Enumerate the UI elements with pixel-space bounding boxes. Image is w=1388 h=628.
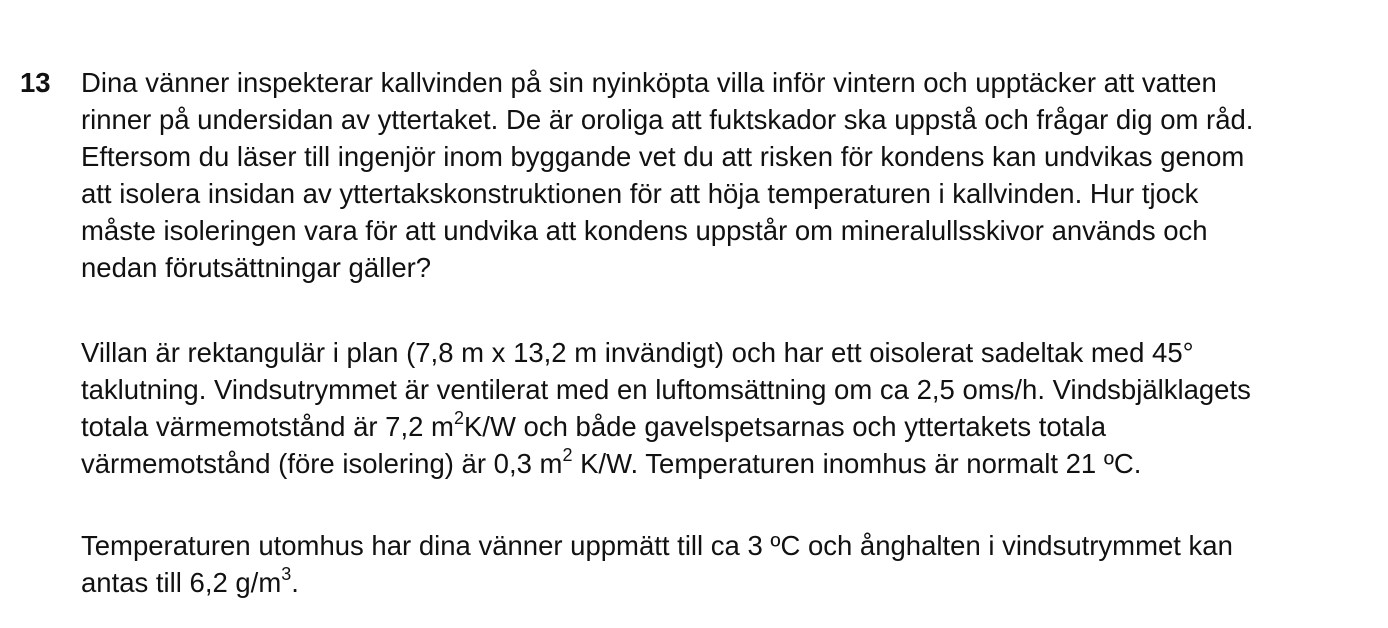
question-number: 13 bbox=[20, 67, 51, 98]
superscript: 3 bbox=[281, 564, 292, 584]
superscript: 2 bbox=[453, 408, 464, 428]
text-line bbox=[81, 445, 1251, 482]
text-line: Villan är rektangulär i plan (7,8 m x 13,2 m invändigt) och har ett oisolerat sadeltak med 45° bbox=[81, 337, 1194, 368]
text-fragment: . bbox=[291, 567, 299, 598]
outdoor-conditions-paragraph bbox=[81, 527, 1233, 601]
problem-description-paragraph bbox=[81, 64, 1253, 286]
superscript: 2 bbox=[562, 445, 573, 465]
text-line: Eftersom du läser till ingenjör inom byggande vet du att risken för kondens kan undvikas genom bbox=[81, 141, 1245, 172]
text-line: Dina vänner inspekterar kallvinden på sin nyinköpta villa inför vintern och upptäcker att vatten bbox=[81, 67, 1217, 98]
text-line bbox=[81, 564, 1233, 601]
text-line: att isolera insidan av yttertakskonstruktionen för att höja temperaturen i kallvinden. Hur tjock bbox=[81, 178, 1199, 209]
text-line: nedan förutsättningar gäller? bbox=[81, 252, 432, 283]
house-conditions-paragraph bbox=[81, 334, 1251, 482]
text-line bbox=[81, 408, 1251, 445]
text-line: rinner på undersidan av yttertaket. De är oroliga att fuktskador ska uppstå och frågar dig om råd. bbox=[81, 104, 1254, 135]
text-line: Temperaturen utomhus har dina vänner uppmätt till ca 3 ºC och ånghalten i vindsutrymmet kan bbox=[81, 530, 1233, 561]
text-line: måste isoleringen vara för att undvika att kondens uppstår om mineralullsskivor används och bbox=[81, 215, 1208, 246]
text-fragment: antas till 6,2 g/m bbox=[81, 567, 282, 598]
text-fragment: K/W och både gavelspetsarnas och yttertakets totala bbox=[463, 411, 1106, 442]
text-line: taklutning. Vindsutrymmet är ventilerat med en luftomsättning om ca 2,5 oms/h. Vindsbjälklagets bbox=[81, 374, 1251, 405]
text-fragment: K/W. Temperaturen inomhus är normalt 21 ºC. bbox=[572, 448, 1142, 479]
text-fragment: värmemotstånd (före isolering) är 0,3 m bbox=[81, 448, 563, 479]
text-fragment: totala värmemotstånd är 7,2 m bbox=[81, 411, 454, 442]
